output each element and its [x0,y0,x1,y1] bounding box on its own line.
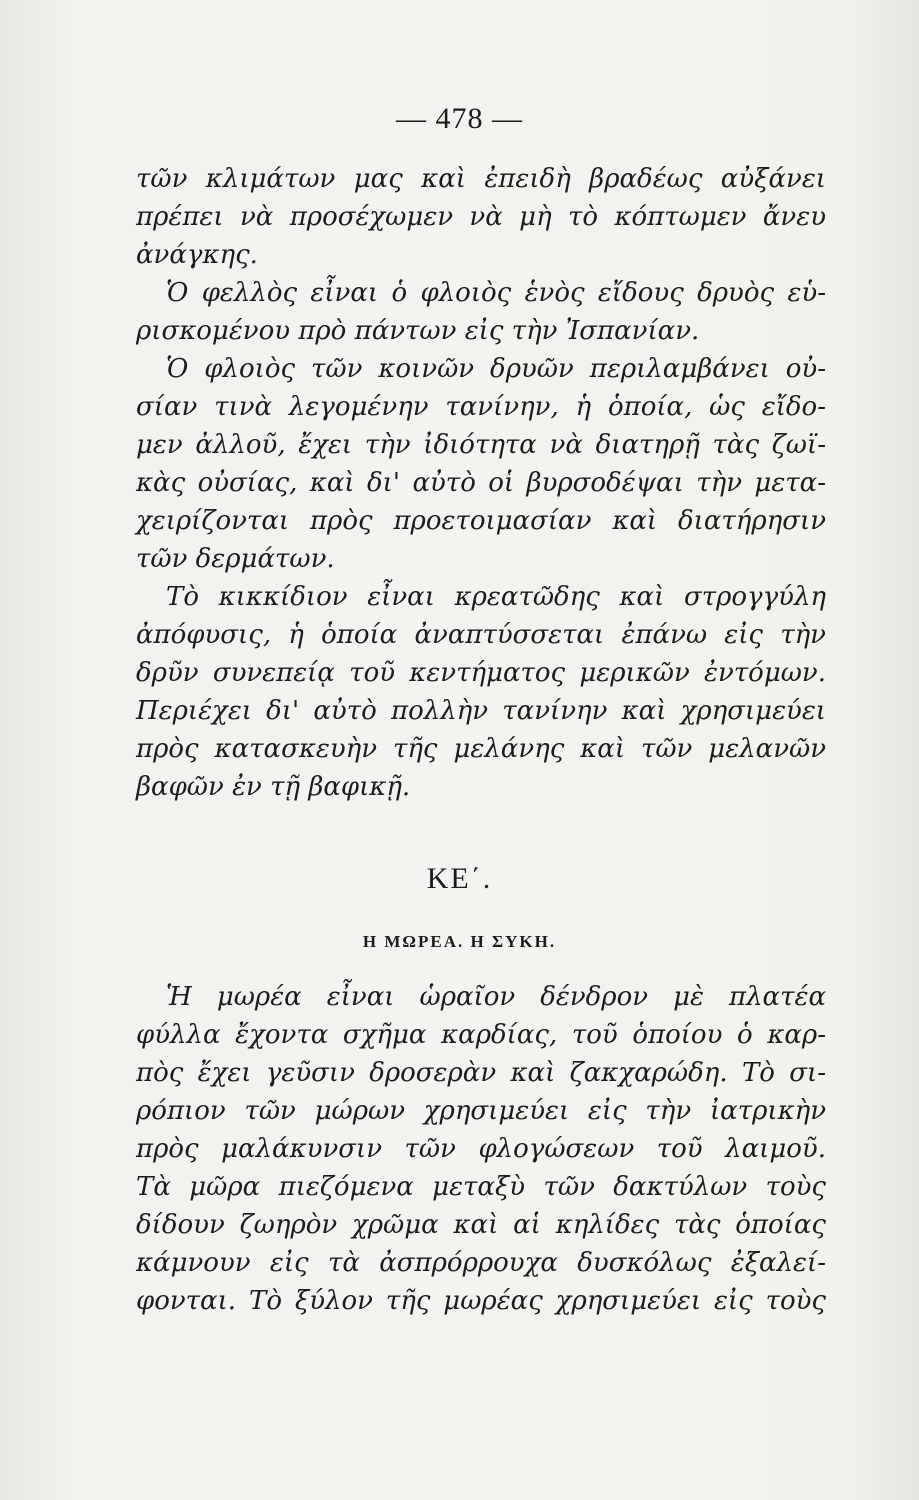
section-subheading: Η ΜΩΡΕΑ. Η ΣΥΚΗ. [362,932,557,951]
section-heading: ΚΕ΄. [426,862,493,895]
text-line: Τὰ μῶρα πιεζόμενα μεταξὺ τῶν δακτύλων τοὺς [136,1172,826,1202]
text-line: Τὸ κικκίδιον εἶναι κρεατῶδης καὶ στρογγύλη [166,582,826,612]
text-line: μεν ἀλλοῦ, ἔχει τὴν ἰδιότητα νὰ διατηρῇ τὰς ζωϊ- [136,430,826,460]
page-number: — 478 — [396,102,523,135]
text-line: κάμνουν εἰς τὰ ἀσπρόρρουχα δυσκόλως ἐξαλεί- [136,1248,826,1278]
text-line: ἀνάγκης. [136,240,258,270]
text-line: Ἡ μωρέα εἶναι ὡραῖον δένδρον μὲ πλατέα [166,982,826,1012]
text-line: πὸς ἔχει γεῦσιν δροσερὰν καὶ ζακχαρώδη. Τὸ σι- [136,1058,826,1088]
text-line: σίαν τινὰ λεγομένην τανίνην, ἡ ὁποία, ὡς εἴδο- [136,392,826,422]
text-line: ἀπόφυσις, ἡ ὁποία ἀναπτύσσεται ἐπάνω εἰς τὴν [136,620,826,650]
text-line: ρόπιον τῶν μώρων χρησιμεύει εἰς τὴν ἰατρικὴν [136,1096,826,1126]
text-line: ρισκομένου πρὸ πάντων εἰς τὴν Ἰσπανίαν. [136,316,700,346]
text-line: δρῦν συνεπείᾳ τοῦ κεντήματος μερικῶν ἐντόμων. [136,658,826,688]
text-line: χειρίζονται πρὸς προετοιμασίαν καὶ διατήρησιν [136,506,826,536]
text-block-2 [136,978,826,1320]
text-line: πρέπει νὰ προσέχωμεν νὰ μὴ τὸ κόπτωμεν ἄνευ [136,202,826,232]
text-line: βαφῶν ἐν τῇ βαφικῇ. [136,772,411,802]
text-line: Περιέχει δι' αὐτὸ πολλὴν τανίνην καὶ χρησιμεύει [136,696,826,726]
text-line: κὰς οὐσίας, καὶ δι' αὐτὸ οἱ βυρσοδέψαι τὴν μετα- [136,468,826,498]
text-line: τῶν κλιμάτων μας καὶ ἐπειδὴ βραδέως αὐξάνει [136,164,826,194]
text-line: τῶν δερμάτων. [136,544,335,574]
text-line: φονται. Τὸ ξύλον τῆς μωρέας χρησιμεύει εἰς τοὺς [136,1286,826,1316]
text-line: Ὁ φλοιὸς τῶν κοινῶν δρυῶν περιλαμβάνει οὐ- [166,354,826,384]
text-line: φύλλα ἔχοντα σχῆμα καρδίας, τοῦ ὁποίου ὁ καρ- [136,1020,826,1050]
text-line: Ὁ φελλὸς εἶναι ὁ φλοιὸς ἑνὸς εἴδους δρυὸς εὑ- [166,278,826,308]
text-line: πρὸς κατασκευὴν τῆς μελάνης καὶ τῶν μελανῶν [136,734,826,764]
text-line: πρὸς μαλάκυνσιν τῶν φλογώσεων τοῦ λαιμοῦ. [136,1134,826,1164]
text-line: δίδουν ζωηρὸν χρῶμα καὶ αἱ κηλίδες τὰς ὁποίας [136,1210,826,1240]
text-block-1 [136,160,826,806]
